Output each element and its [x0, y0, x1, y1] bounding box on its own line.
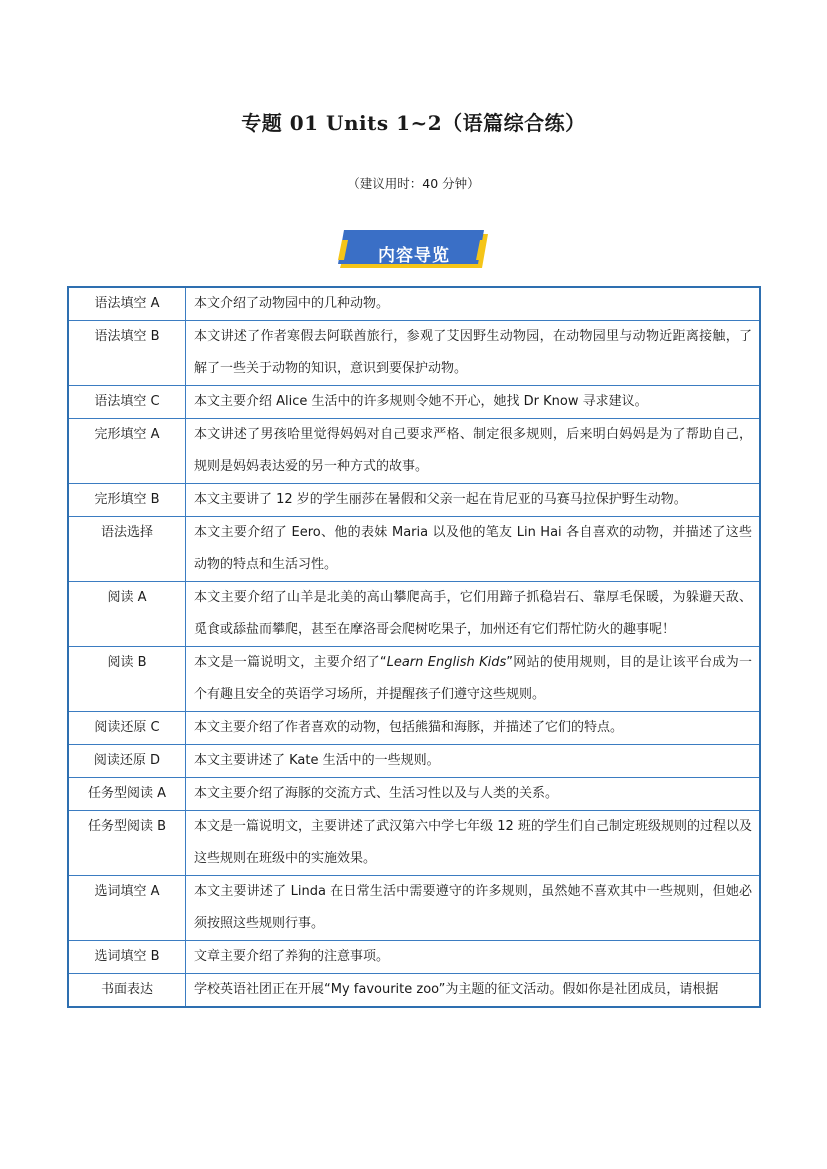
table-row: [68, 712, 760, 745]
category-cell: 阅读还原 D: [68, 745, 186, 778]
description-cell: 学校英语社团正在开展“My favourite zoo”为主题的征文活动。假如你是社团成员，请根据: [186, 974, 761, 1008]
table-row: [68, 647, 760, 712]
table-row: [68, 876, 760, 941]
description-cell: 本文主要介绍了山羊是北美的高山攀爬高手，它们用蹄子抓稳岩石、靠厚毛保暖，为躲避天敌、觅食或舔盐而攀爬，甚至在摩洛哥会爬树吃果子，加州还有它们帮忙防火的趣事呢！: [186, 582, 761, 647]
page-title: 专题 01 Units 1~2（语篇综合练）: [241, 111, 586, 135]
category-cell: 任务型阅读 A: [68, 778, 186, 811]
banner-label: 内容导览: [378, 246, 450, 266]
description-cell: 本文主要介绍了 Eero、他的表妹 Maria 以及他的笔友 Lin Hai 各自喜欢的动物，并描述了这些动物的特点和生活习性。: [186, 517, 761, 582]
description-text: ”网站的使用规则，目的是让该平台成为一个有趣且安全的英语学习场所，并提醒孩子们遵守这些规则。: [194, 655, 752, 702]
category-cell: 语法填空 B: [68, 321, 186, 386]
description-cell: 本文主要讲述了 Kate 生活中的一些规则。: [186, 745, 761, 778]
description-cell: 本文主要介绍了海豚的交流方式、生活习性以及与人类的关系。: [186, 778, 761, 811]
description-cell: 本文主要讲述了 Linda 在日常生活中需要遵守的许多规则，虽然她不喜欢其中一些规则，但她必须按照这些规则行事。: [186, 876, 761, 941]
table-row: [68, 974, 760, 1008]
category-cell: 语法填空 C: [68, 386, 186, 419]
category-cell: 任务型阅读 B: [68, 811, 186, 876]
table-row: [68, 321, 760, 386]
table-row: [68, 745, 760, 778]
category-cell: 语法选择: [68, 517, 186, 582]
description-cell: 本文主要介绍了作者喜欢的动物，包括熊猫和海豚，并描述了它们的特点。: [186, 712, 761, 745]
table-row: [68, 582, 760, 647]
category-cell: 选词填空 B: [68, 941, 186, 974]
description-cell: 本文主要介绍 Alice 生活中的许多规则令她不开心，她找 Dr Know 寻求建议。: [186, 386, 761, 419]
category-cell: 选词填空 A: [68, 876, 186, 941]
table-row: [68, 287, 760, 321]
category-cell: 阅读 B: [68, 647, 186, 712]
description-text: 本文是一篇说明文，主要介绍了“: [194, 655, 387, 670]
table-row: [68, 419, 760, 484]
description-cell: 本文讲述了男孩哈里觉得妈妈对自己要求严格、制定很多规则，后来明白妈妈是为了帮助自己，规则是妈妈表达爱的另一种方式的故事。: [186, 419, 761, 484]
description-cell: [186, 647, 761, 712]
category-cell: 完形填空 A: [68, 419, 186, 484]
description-cell: 本文介绍了动物园中的几种动物。: [186, 287, 761, 321]
table-row: [68, 484, 760, 517]
table-row: [68, 811, 760, 876]
description-cell: 本文主要讲了 12 岁的学生丽莎在暑假和父亲一起在肯尼亚的马赛马拉保护野生动物。: [186, 484, 761, 517]
description-cell: 文章主要介绍了养狗的注意事项。: [186, 941, 761, 974]
table-row: [68, 941, 760, 974]
category-cell: 阅读还原 C: [68, 712, 186, 745]
description-cell: 本文讲述了作者寒假去阿联酋旅行，参观了艾因野生动物园，在动物园里与动物近距离接触，了解了一些关于动物的知识，意识到要保护动物。: [186, 321, 761, 386]
table-row: [68, 386, 760, 419]
table-row: [68, 517, 760, 582]
website-name: Learn English Kids: [386, 655, 507, 670]
description-cell: 本文是一篇说明文，主要讲述了武汉第六中学七年级 12 班的学生们自己制定班级规则的过程以及这些规则在班级中的实施效果。: [186, 811, 761, 876]
category-cell: 书面表达: [68, 974, 186, 1008]
category-cell: 语法填空 A: [68, 287, 186, 321]
content-overview-banner: [336, 230, 492, 274]
category-cell: 阅读 A: [68, 582, 186, 647]
category-cell: 完形填空 B: [68, 484, 186, 517]
content-overview-table: [67, 286, 761, 1008]
time-hint: （建议用时：40 分钟）: [347, 176, 480, 191]
table-row: [68, 778, 760, 811]
